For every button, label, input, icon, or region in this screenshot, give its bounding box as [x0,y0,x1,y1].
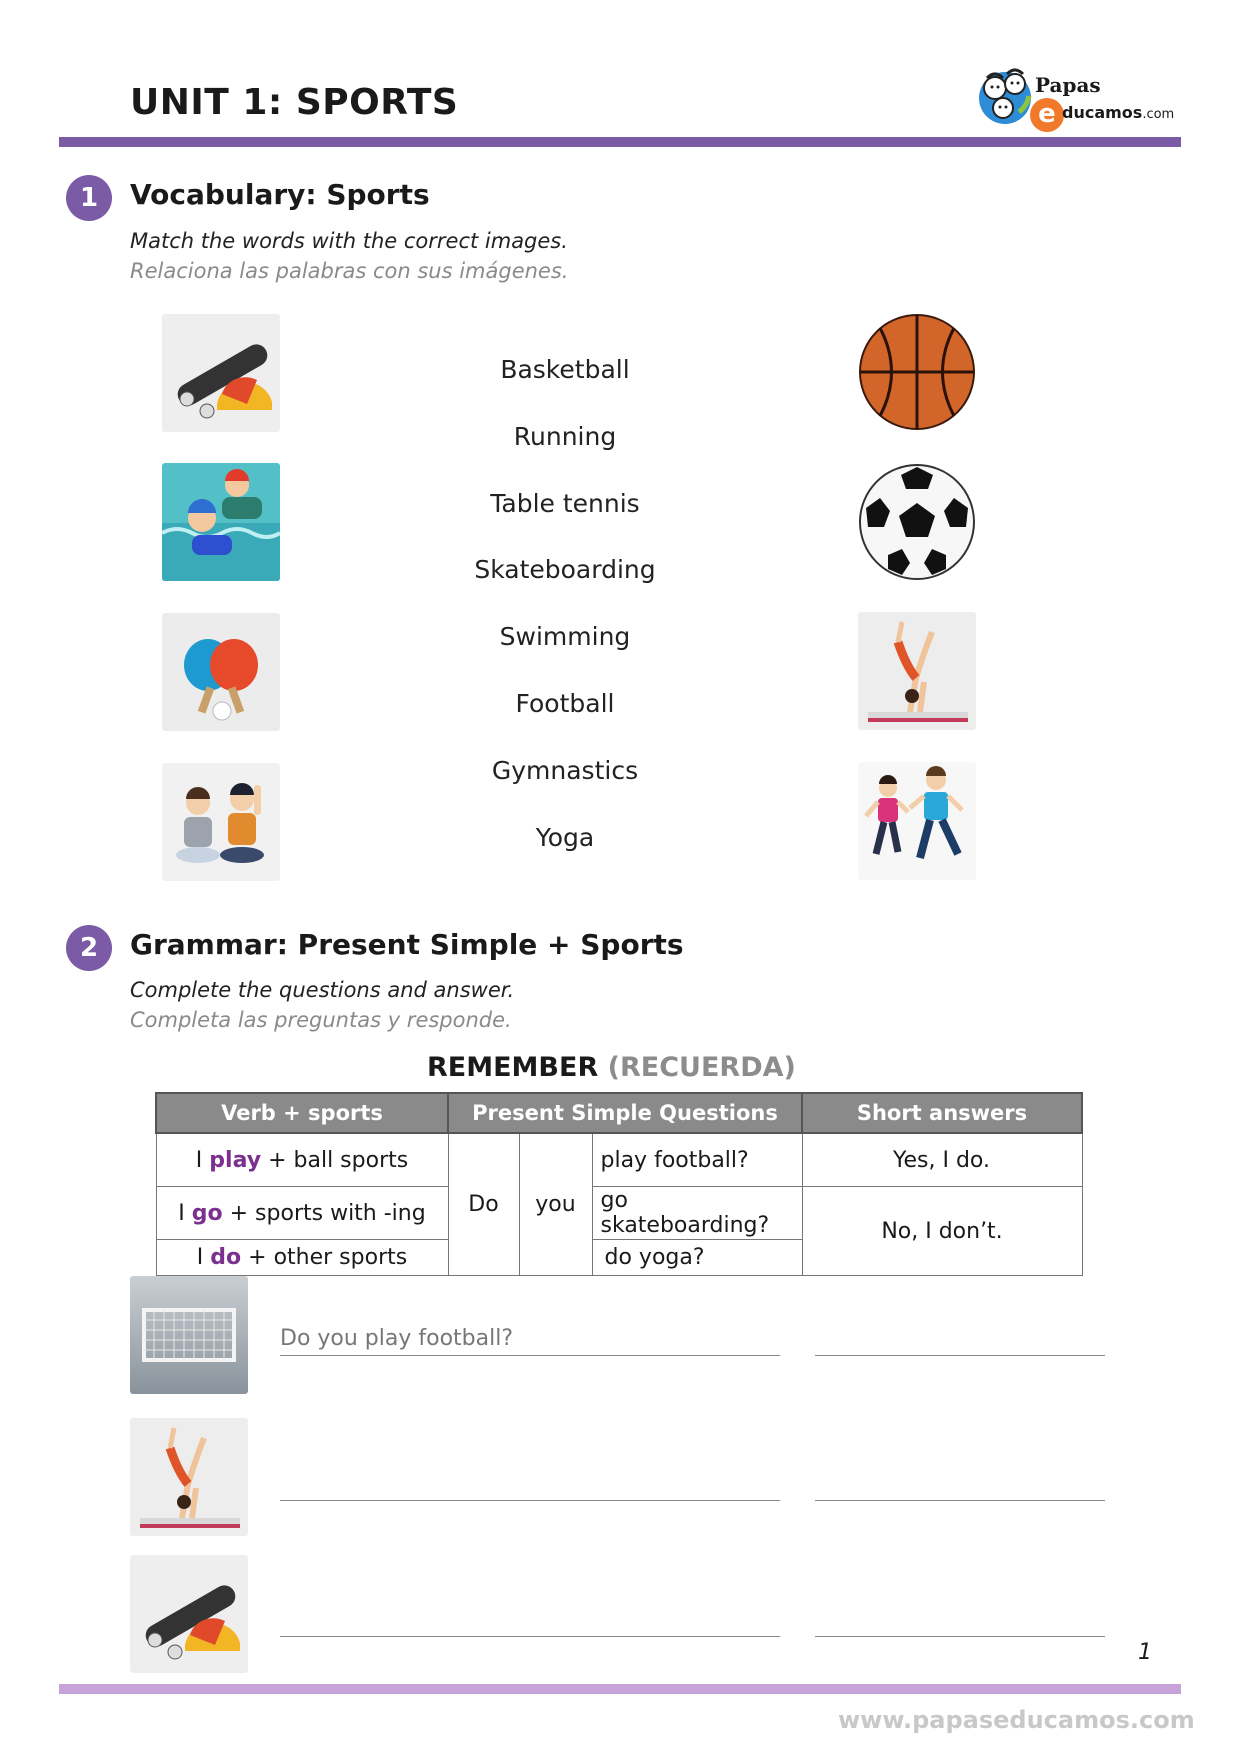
word-table-tennis: Table tennis [490,489,640,518]
running-kids-image [858,762,976,880]
word-football: Football [515,689,615,718]
website-url: www.papaseducamos.com [838,1706,1195,1734]
example-question: Do you play football? [280,1326,514,1351]
remember-es-label: (RECUERDA) [607,1052,796,1083]
section-1-instruction-en: Match the words with the correct images. [130,229,568,253]
basketball-image [858,313,976,431]
grammar-table [155,1092,1083,1276]
question-cell: play football? [592,1133,802,1187]
section-1-number: 1 [66,175,112,221]
skateboard-helmet-image [162,314,280,432]
word-running: Running [513,422,617,451]
verb-pre: I [196,1245,211,1270]
verb-cell [156,1187,448,1240]
verb-go: go [191,1200,223,1226]
footer-divider [59,1684,1181,1694]
logo-papas-text: Papas [1035,73,1101,97]
section-2-number: 2 [66,925,112,971]
section-1-title: Vocabulary: Sports [130,178,430,211]
question-cell: do yoga? [592,1240,802,1276]
table-header-row [156,1093,1082,1133]
aux-do-cell: Do [448,1133,519,1276]
header-short-answers: Short answers [802,1093,1082,1133]
section-1-instruction-es: Relaciona las palabras con sus imágenes. [130,259,569,283]
logo-com: .com [1142,107,1175,122]
word-swimming: Swimming [499,622,631,651]
short-answer-no: No, I don’t. [802,1187,1082,1276]
verb-post: + sports with -ing [222,1200,426,1226]
word-skateboarding: Skateboarding [474,555,656,584]
football-image [858,463,976,581]
verb-pre: I [195,1147,210,1173]
verb-play: play [209,1147,262,1173]
logo-e-badge: e [1030,98,1064,132]
verb-post: + ball sports [261,1147,409,1173]
question-cell: go skateboarding? [592,1187,802,1240]
question-line-2[interactable] [280,1500,780,1501]
header-verb-sports: Verb + sports [156,1093,448,1133]
gymnast-image [858,612,976,730]
section-2-title: Grammar: Present Simple + Sports [130,928,684,961]
gymnast-image [130,1418,248,1536]
goal-net-image [130,1276,248,1394]
table-tennis-image [162,613,280,731]
verb-do: do [210,1245,242,1270]
header-present-simple-questions: Present Simple Questions [448,1093,802,1133]
section-2-instruction-es: Completa las preguntas y responde. [130,1008,512,1032]
logo-educamos-text [1062,103,1174,122]
table-row [156,1187,1082,1240]
remember-label: REMEMBER [427,1052,599,1083]
remember-heading [427,1052,796,1083]
verb-cell [156,1240,448,1276]
header-divider [59,137,1181,147]
subject-you-cell: you [519,1133,592,1276]
answer-line-3[interactable] [815,1636,1105,1637]
short-answer-yes: Yes, I do. [802,1133,1082,1187]
papas-educamos-logo-icon [975,62,1035,126]
word-yoga: Yoga [535,823,595,852]
unit-title: UNIT 1: SPORTS [130,82,459,123]
table-row [156,1133,1082,1187]
page-number: 1 [1138,1640,1152,1665]
question-line-1[interactable] [280,1355,780,1356]
skateboard-helmet-image [130,1555,248,1673]
section-2-instruction-en: Complete the questions and answer. [130,978,515,1002]
word-gymnastics: Gymnastics [491,756,639,785]
yoga-kids-image [162,763,280,881]
question-line-3[interactable] [280,1636,780,1637]
answer-line-2[interactable] [815,1500,1105,1501]
verb-pre: I [178,1200,192,1226]
verb-post: + other sports [241,1245,408,1270]
logo-educamos-word: ducamos [1062,103,1143,122]
answer-line-1[interactable] [815,1355,1105,1356]
word-basketball: Basketball [500,355,630,384]
verb-cell [156,1133,448,1187]
swimming-kids-image [162,463,280,581]
